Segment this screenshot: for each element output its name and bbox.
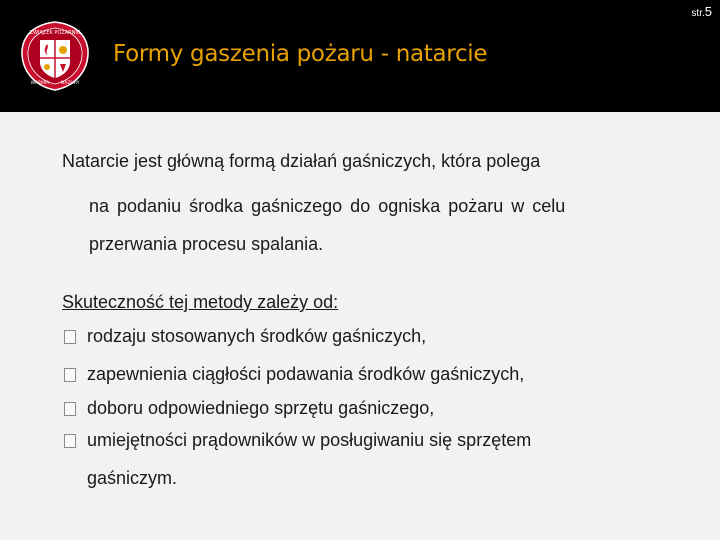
list-item-text: rodzaju stosowanych środków gaśniczych, (87, 326, 427, 346)
logo-top-text: ZWIĄZEK POŻARNIC (29, 30, 81, 36)
intro-line-2: na podaniu środka gaśniczego do ogniska pożaru w celu (89, 196, 566, 216)
bullet-box-icon (64, 368, 76, 382)
logo-bottom-right-text: MAZURY (60, 81, 80, 86)
intro-line-1 (62, 150, 540, 173)
list-item-text: umiejętności prądowników w posługiwaniu się sprzętem (87, 430, 532, 450)
bullet-box-icon (64, 434, 76, 448)
list-item-text: zapewnienia ciągłości podawania środków gaśniczych, (87, 364, 525, 384)
intro-line-1-rest: jest główną formą działań gaśniczych, która polega (129, 151, 541, 171)
page-number-value: 5 (704, 4, 712, 19)
list-item-text: doboru odpowiedniego sprzętu gaśniczego, (87, 398, 435, 418)
list-item-continuation: gaśniczym. (87, 468, 178, 488)
intro-term: Natarcie (62, 151, 130, 171)
page-number-label: str. (691, 8, 705, 19)
bullet-box-icon (64, 330, 76, 344)
logo-bottom-left-text: WARMIA (30, 81, 50, 86)
slide-title: Formy gaszenia pożaru - natarcie (113, 41, 488, 67)
slide-header (0, 0, 720, 112)
intro-line-3: przerwania procesu spalania. (89, 234, 324, 254)
factors-heading: Skuteczność tej metody zależy od: (62, 292, 339, 312)
bullet-box-icon (64, 402, 76, 416)
page-number (691, 4, 712, 19)
fire-brigade-logo-icon (20, 20, 90, 92)
